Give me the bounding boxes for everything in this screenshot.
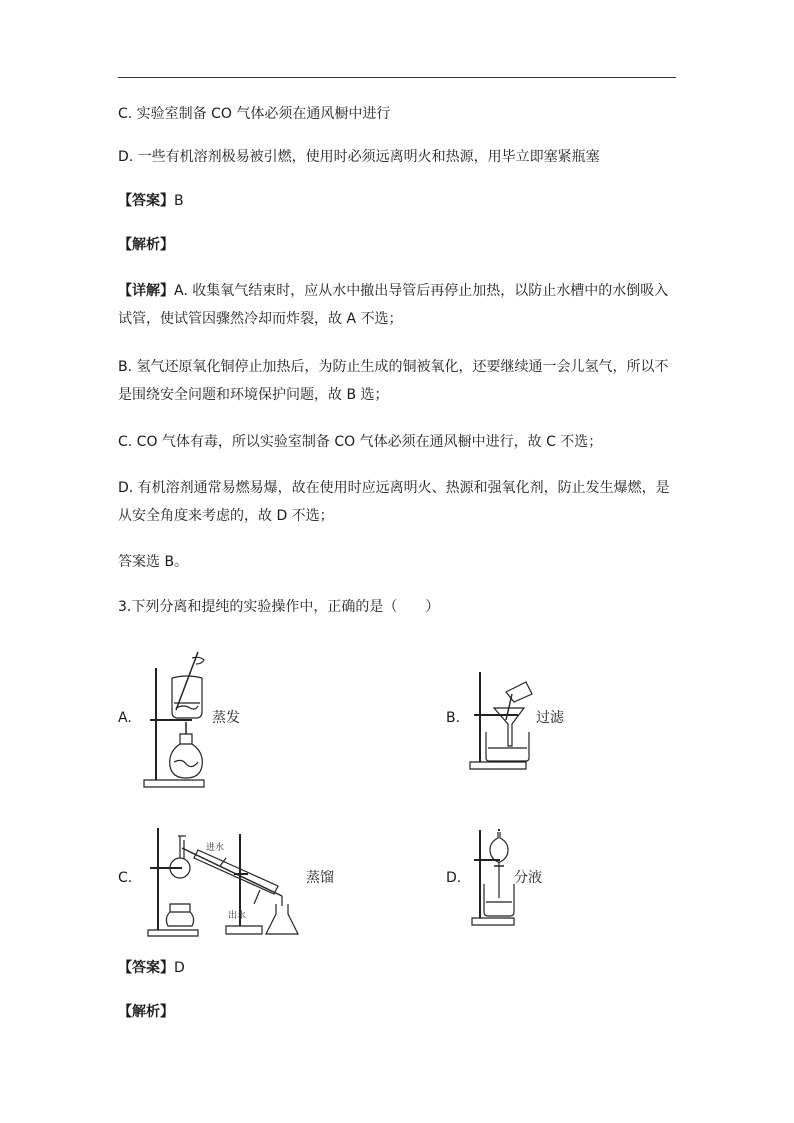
lamp-neck xyxy=(180,734,192,744)
answer-1 xyxy=(118,191,184,211)
answer-value: D xyxy=(174,960,185,976)
separatory-apparatus xyxy=(470,826,516,930)
receiving-flask xyxy=(266,904,298,934)
detail-a-line-2: 试管，使试管因骤然冷却而炸裂，故 A 不选； xyxy=(118,311,403,327)
conclusion-line: 答案选 B。 xyxy=(118,554,189,570)
option-a-label: 蒸发 xyxy=(212,710,240,726)
funnel xyxy=(494,708,524,746)
stand-base-right xyxy=(226,926,262,934)
detail-b-line-1: B. 氢气还原氧化铜停止加热后，为防止生成的铜被氧化，还要继续通一会儿氢气，所以不 xyxy=(118,359,669,375)
stand-base xyxy=(470,762,526,769)
answer-value: B xyxy=(174,193,184,209)
separatory-funnel xyxy=(490,832,508,862)
detail-tag: 【详解】 xyxy=(118,283,174,299)
stand-base-left xyxy=(148,930,198,936)
distillation-apparatus xyxy=(142,822,304,942)
detail-b-line-2: 是围绕安全问题和环境保护问题，故 B 选； xyxy=(118,387,389,403)
glass-rod xyxy=(506,694,512,720)
option-d-letter: D. xyxy=(446,870,462,886)
detail-d-line-2: 从安全角度来考虑的，故 D 不选； xyxy=(118,508,334,524)
stand-base xyxy=(144,780,204,787)
option-a-letter: A. xyxy=(118,710,132,726)
question-3: 3.下列分离和提纯的实验操作中，正确的是（ ） xyxy=(118,599,440,615)
answer-2 xyxy=(118,958,185,978)
analysis-tag-2: 【解析】 xyxy=(118,1004,174,1020)
water-out-label: 出水 xyxy=(228,911,247,921)
option-c-text: C. 实验室制备 CO 气体必须在通风橱中进行 xyxy=(118,106,391,122)
filtration-apparatus xyxy=(466,668,532,772)
alcohol-lamp xyxy=(166,912,193,926)
option-d-text: D. 一些有机溶剂极易被引燃，使用时必须远离明火和热源，用毕立即塞紧瓶塞 xyxy=(118,149,600,165)
detail-d-line-1: D. 有机溶剂通常易燃易爆，故在使用时应远离明火、热源和强氧化剂，防止发生爆燃，是 xyxy=(118,480,670,496)
option-c-letter: C. xyxy=(118,870,133,886)
answer-tag: 【答案】 xyxy=(118,193,174,209)
analysis-tag-1: 【解析】 xyxy=(118,237,174,253)
option-c-label: 蒸馏 xyxy=(306,870,334,886)
evaporation-apparatus xyxy=(140,648,212,790)
detail-c-line: C. CO 气体有毒，所以实验室制备 CO 气体必须在通风橱中进行，故 C 不选； xyxy=(118,434,603,450)
glass-rod xyxy=(176,652,198,710)
water-in-label: 进水 xyxy=(206,843,225,853)
detail-a-line-1 xyxy=(118,281,668,301)
alcohol-lamp xyxy=(170,744,203,778)
stand-base xyxy=(472,918,514,925)
answer-tag: 【答案】 xyxy=(118,960,174,976)
lamp-neck xyxy=(170,904,190,912)
condenser-inner xyxy=(182,848,282,896)
option-b-label: 过滤 xyxy=(536,710,564,726)
option-d-label: 分液 xyxy=(514,870,542,886)
pouring-beaker xyxy=(506,682,532,702)
option-b-letter: B. xyxy=(446,710,461,726)
beaker xyxy=(172,678,202,718)
header-rule xyxy=(118,77,676,78)
detail-a-text: A. 收集氧气结束时，应从水中撤出导管后再停止加热，以防止水槽中的水倒吸入 xyxy=(174,283,669,299)
